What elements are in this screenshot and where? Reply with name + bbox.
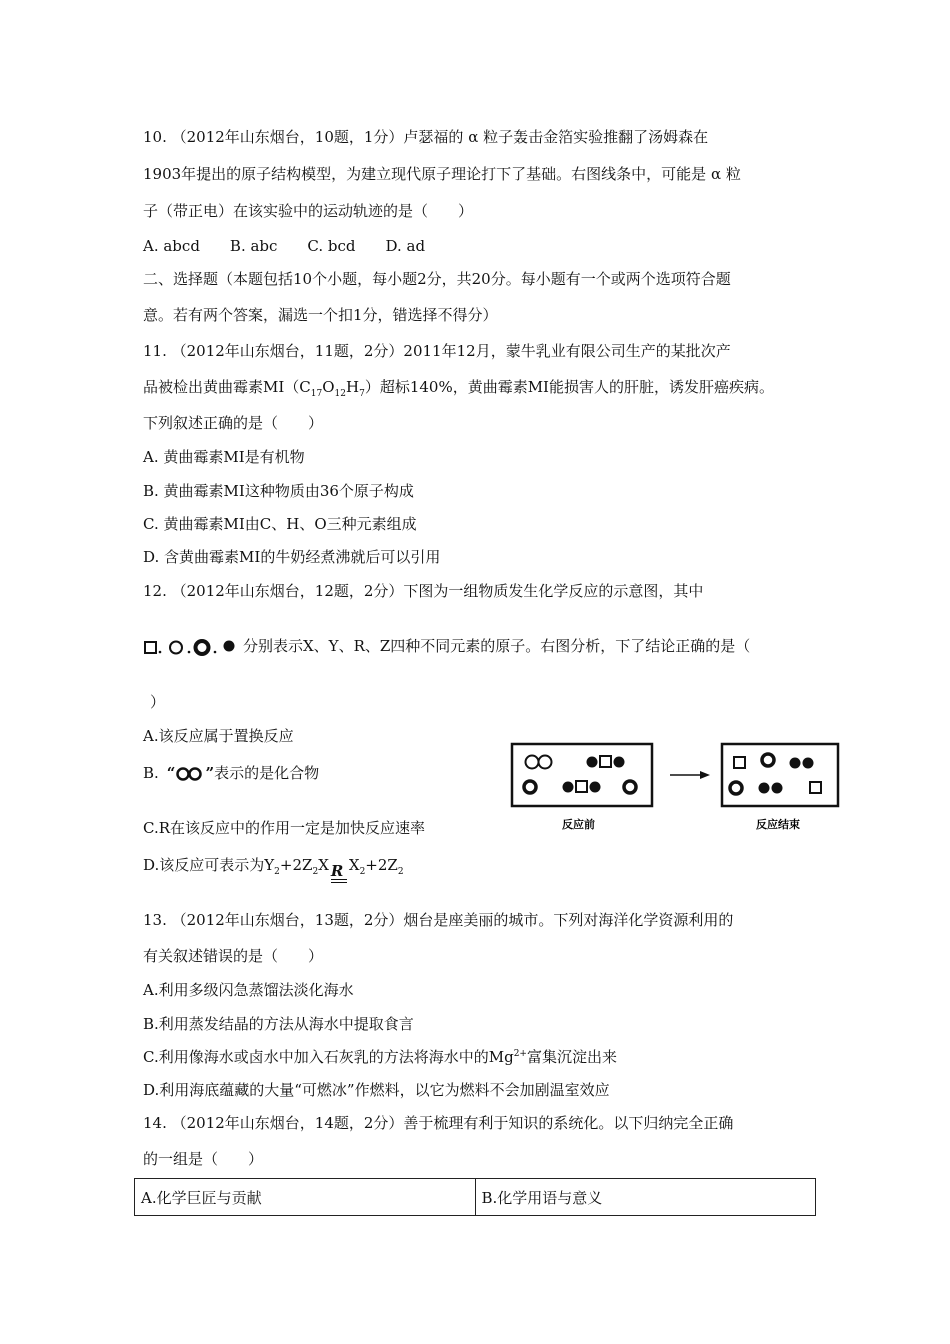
q11-formula-c-count: 17 [310,389,323,399]
atom-z [590,782,601,793]
q11-formula-h: H [345,378,360,396]
q13-option-c [143,1047,617,1067]
q12-option-d-z-count: 2 [312,867,319,877]
q11-formula-h-count: 7 [359,389,365,399]
q13-option-a: A.利用多级闪急蒸馏法淡化海水 [143,981,354,999]
q12-option-b-post: 表示的是化合物 [214,764,320,782]
atom-x [576,781,587,792]
q13-option-d: D.利用海底蕴藏的大量“可燃冰”作燃料，以它为燃料不会加剧温室效应 [143,1081,610,1099]
q12-option-b-quote-close: ” [205,764,215,782]
q11-option-c: C. 黄曲霉素MI由C、H、O三种元素组成 [143,515,417,533]
atom-x [734,757,745,768]
q12-option-b-pre: B. [143,764,159,782]
label-after: 反应结束 [756,818,800,831]
atom-z [614,757,625,768]
q14-cell-b: B.化学用语与意义 [475,1179,816,1216]
q11-line2-pre: 品被检出黄曲霉素MI（C [143,378,311,396]
q13-option-c-pre: C.利用像海水或卤水中加入石灰乳的方法将海水中的Mg [143,1048,514,1066]
reaction-arrow-head [700,771,710,779]
q12-line1: 12. （2012年山东烟台，12题，2分）下图为一组物质发生化学反应的示意图，其中 [143,582,704,600]
q12-option-d-z2-count: 2 [397,867,404,877]
q13-option-b: B.利用蒸发结晶的方法从海水中提取食言 [143,1015,414,1033]
q11-option-d: D. 含黄曲霉素MI的牛奶经煮沸就后可以引用 [143,548,441,566]
catalyst-condition [331,861,347,881]
q10-line3: 子（带正电）在该实验中的运动轨迹的是（ ） [143,202,474,220]
atom-legend-icon [143,637,241,657]
catalyst-r: R [330,862,344,880]
q11-option-a: A. 黄曲霉素MI是有机物 [143,448,305,466]
q12-option-d [143,855,404,881]
q11-formula-o-count: 12 [334,389,346,399]
before-box [512,744,652,806]
q12-option-b-quote-open: “ [166,764,176,782]
q13-option-c-charge: 2+ [513,1049,527,1059]
q10-line1: 10. （2012年山东烟台，10题，1分）卢瑟福的 α 粒子轰击金箔实验推翻了汤姆森在 [143,128,709,146]
after-box [722,744,838,806]
atom-y [539,756,552,769]
q12-option-d-x2: X [348,856,360,874]
q12-line3: ） [150,693,166,711]
atom-r [624,781,636,793]
q14-cell-a: A.化学巨匠与贡献 [135,1179,476,1216]
reaction-diagram [510,742,840,832]
label-before: 反应前 [562,818,595,831]
q11-line2 [143,377,774,397]
q11-line3: 下列叙述正确的是（ ） [143,414,324,432]
atom-x [600,756,611,767]
equation-bar-top [331,879,347,880]
table-row [135,1179,816,1216]
section2-line1: 二、选择题（本题包括10个小题，每小题2分，共20分。每小题有一个或两个选项符合题 [143,270,731,288]
atom-z [587,757,598,768]
q11-option-b: B. 黄曲霉素MI这种物质由36个原子构成 [143,482,414,500]
q12-option-d-2z2: +2Z [365,856,398,874]
atom-z [772,783,783,794]
atom-x [810,782,821,793]
q12-option-d-y-count: 2 [274,867,280,877]
q12-option-d-pre: D.该反应可表示为Y [143,856,275,874]
section2-line2: 意。若有两个答案，漏选一个扣1分，错选择不得分） [143,306,498,324]
q10-options: A. abcd B. abc C. bcd D. ad [143,237,426,255]
q13-option-c-post: 富集沉淀出来 [526,1048,617,1066]
q12-option-c: C.R在该反应中的作用一定是加快反应速率 [143,819,426,837]
atom-y [526,756,539,769]
q13-line2: 有关叙述错误的是（ ） [143,947,324,965]
atom-r [524,781,536,793]
q13-line1: 13. （2012年山东烟台，13题，2分）烟台是座美丽的城市。下列对海洋化学资源利用的 [143,911,734,929]
atom-z [803,758,814,769]
q14-line1: 14. （2012年山东烟台，14题，2分）善于梳理有利于知识的系统化。以下归纳完全正确 [143,1114,734,1132]
q14-table [134,1178,816,1216]
q11-formula-o: O [322,378,335,396]
q12-line2 [143,636,750,657]
q10-line2: 1903年提出的原子结构模型，为建立现代原子理论打下了基础。右图线条中，可能是 α 粒 [143,165,741,183]
q12-option-d-2z: +2Z [279,856,313,874]
atom-z [563,782,574,793]
q12-option-a: A.该反应属于置换反应 [143,727,294,745]
atom-z [790,758,801,769]
q12-line2-text: 分别表示X、Y、R、Z四种不同元素的原子。右图分析，下了结论正确的是（ [243,637,751,655]
atom-z [759,783,770,794]
q14-line2: 的一组是（ ） [143,1150,264,1168]
atom-r [762,754,774,766]
q12-option-d-x: X [318,856,329,874]
double-circle-molecule-icon [175,767,205,781]
equation-bar-bottom [331,882,347,883]
q11-line2-post: ）超标140%，黄曲霉素MI能损害人的肝脏，诱发肝癌疾病。 [364,378,774,396]
q11-line1: 11. （2012年山东烟台，11题，2分）2011年12月，蒙牛乳业有限公司生产的某批次产 [143,342,731,360]
q12-option-b [143,763,319,783]
atom-r [730,782,742,794]
q12-option-d-x2-count: 2 [359,867,366,877]
